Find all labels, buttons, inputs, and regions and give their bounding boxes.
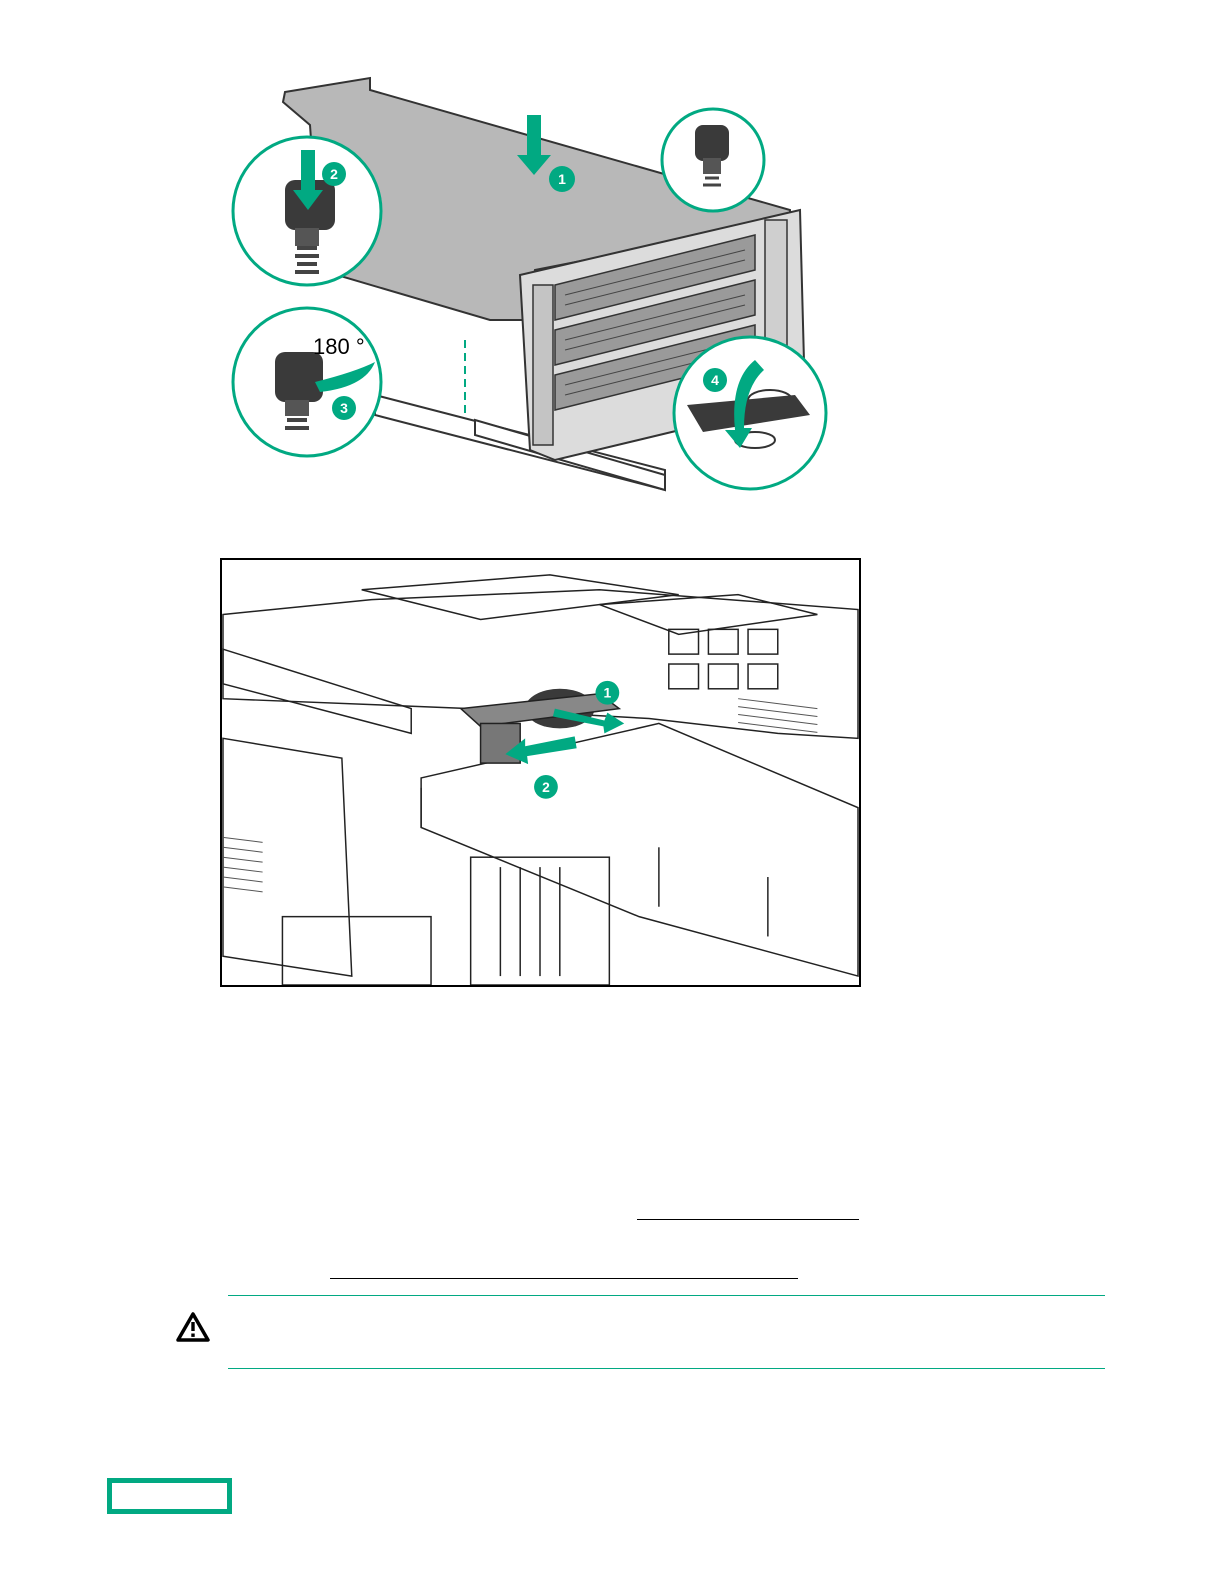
server-interior-illustration <box>220 558 861 987</box>
callout-2: 2 <box>330 166 338 182</box>
callout-1: 1 <box>558 171 566 187</box>
callout-1: 1 <box>603 684 612 701</box>
hpe-logo <box>107 1478 232 1514</box>
callout-3: 3 <box>340 400 348 416</box>
warning-triangle-icon <box>176 1312 210 1342</box>
riser-cage-install-illustration <box>225 70 835 500</box>
rotation-label: 180 ° <box>313 334 365 359</box>
link-underline-2[interactable] <box>330 1278 798 1279</box>
warning-top-rule <box>228 1295 1105 1296</box>
link-underline-1[interactable] <box>637 1219 859 1220</box>
callout-4: 4 <box>711 372 719 388</box>
warning-bottom-rule <box>228 1368 1105 1369</box>
callout-2: 2 <box>542 778 550 795</box>
